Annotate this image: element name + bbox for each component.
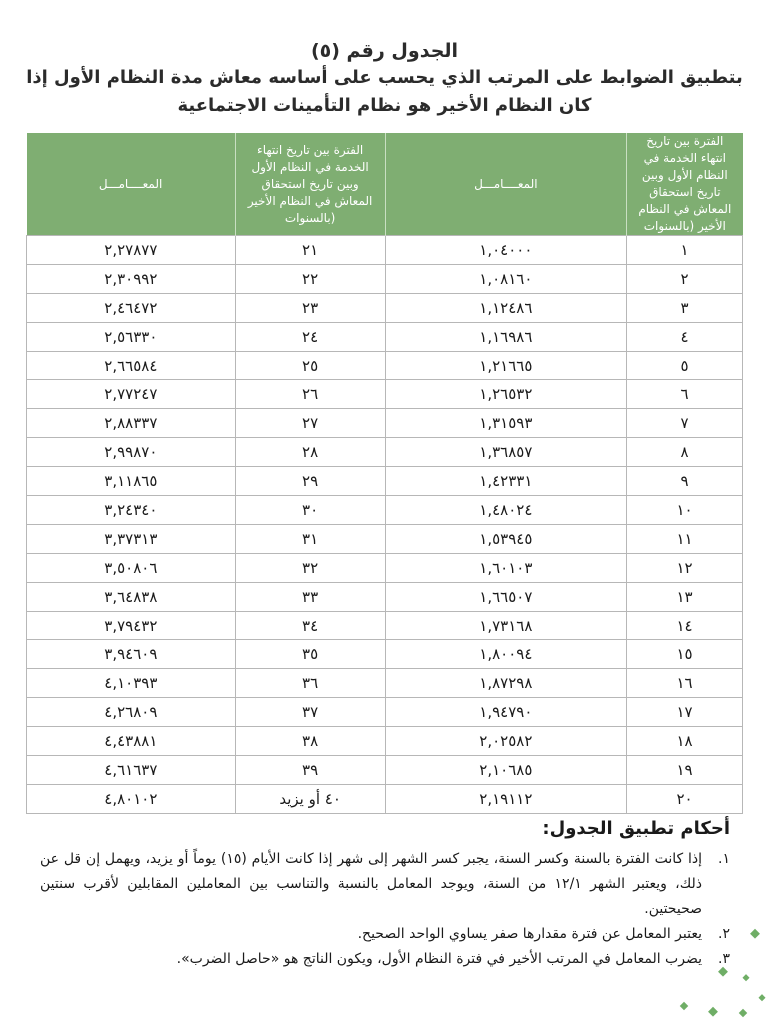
- factor-2-cell: ٢,٢٧٨٧٧: [27, 236, 236, 265]
- table-row: [27, 467, 743, 496]
- factor-2-cell: ٢,٦٦٥٨٤: [27, 351, 236, 380]
- period-2-cell: ٢٢: [235, 264, 385, 293]
- rule-item: [40, 947, 730, 972]
- factor-2-cell: ٣,١١٨٦٥: [27, 467, 236, 496]
- factor-1-cell: ١,٢٦٥٣٢: [385, 380, 627, 409]
- factor-1-cell: ٢,١٩١١٢: [385, 784, 627, 813]
- table-row: [27, 524, 743, 553]
- factor-1-cell: ١,٦٠١٠٣: [385, 553, 627, 582]
- factor-2-cell: ٤,٦١٦٣٧: [27, 756, 236, 785]
- period-1-cell: ٥: [627, 351, 743, 380]
- period-2-cell: ٣٥: [235, 640, 385, 669]
- period-2-cell: ٣٤: [235, 611, 385, 640]
- period-1-cell: ٢٠: [627, 784, 743, 813]
- rule-item: [40, 847, 730, 922]
- factor-1-cell: ١,٠٤٠٠٠: [385, 236, 627, 265]
- period-1-cell: ١٣: [627, 582, 743, 611]
- rule-text: إذا كانت الفترة بالسنة وكسر السنة، يجبر كسر الشهر إلى شهر إذا كانت الأيام (١٥) يوماً أو يزيد، ويهمل إن قل عن ذلك، ويعتبر الشهر ١٢/١ من السنة، ويوجد المعامل بالنسبة والتناسب بين المعاملين المقابلين لأقرب سنتين صحيحتين.: [40, 851, 702, 917]
- table-row: [27, 582, 743, 611]
- factor-2-cell: ٢,٣٠٩٩٢: [27, 264, 236, 293]
- header-period-2: الفترة بين تاريخ انتهاء الخدمة في النظام الأول وبين تاريخ استحقاق المعاش في النظام الأخير (بالسنوات: [235, 133, 385, 236]
- factor-2-cell: ٣,٣٧٣١٣: [27, 524, 236, 553]
- factor-2-cell: ٢,٩٩٨٧٠: [27, 438, 236, 467]
- period-2-cell: ٢٤: [235, 322, 385, 351]
- rule-text: يعتبر المعامل عن فترة مقدارها صفر يساوي الواحد الصحيح.: [357, 926, 702, 942]
- period-1-cell: ١٤: [627, 611, 743, 640]
- factor-1-cell: ١,٧٣١٦٨: [385, 611, 627, 640]
- period-2-cell: ٣٢: [235, 553, 385, 582]
- rules-title: أحكام تطبيق الجدول:: [542, 818, 730, 839]
- period-2-cell: ٢٨: [235, 438, 385, 467]
- period-1-cell: ٦: [627, 380, 743, 409]
- period-2-cell: ٣١: [235, 524, 385, 553]
- factor-2-cell: ٣,٥٠٨٠٦: [27, 553, 236, 582]
- factor-1-cell: ١,٢١٦٦٥: [385, 351, 627, 380]
- period-1-cell: ٩: [627, 467, 743, 496]
- period-2-cell: ٢٩: [235, 467, 385, 496]
- period-1-cell: ١٥: [627, 640, 743, 669]
- rule-number: ٣.: [718, 951, 730, 967]
- table-row: [27, 380, 743, 409]
- period-2-cell: ٣٦: [235, 669, 385, 698]
- header-period-1: الفترة بين تاريخ انتهاء الخدمة في النظام الأول وبين تاريخ استحقاق المعاش في النظام الأخير (بالسنوات: [627, 133, 743, 236]
- factor-1-cell: ١,٦٦٥٠٧: [385, 582, 627, 611]
- period-2-cell: ٣٩: [235, 756, 385, 785]
- period-2-cell: ٣٠: [235, 496, 385, 525]
- table-row: [27, 409, 743, 438]
- table-row: [27, 756, 743, 785]
- deco-dot: [739, 1009, 747, 1017]
- period-2-cell: ٣٣: [235, 582, 385, 611]
- table-row: [27, 698, 743, 727]
- factor-1-cell: ١,٨٠٠٩٤: [385, 640, 627, 669]
- period-1-cell: ١١: [627, 524, 743, 553]
- factor-2-cell: ٢,٤٦٤٧٢: [27, 293, 236, 322]
- table-row: [27, 236, 743, 265]
- period-2-cell: ٣٧: [235, 698, 385, 727]
- table-row: [27, 438, 743, 467]
- table-row: [27, 351, 743, 380]
- rule-number: ٢.: [718, 926, 730, 942]
- header-factor-2: المعــــامـــل: [27, 133, 236, 236]
- period-1-cell: ٨: [627, 438, 743, 467]
- factor-2-cell: ٤,١٠٣٩٣: [27, 669, 236, 698]
- period-1-cell: ١٦: [627, 669, 743, 698]
- table-row: [27, 669, 743, 698]
- rules-section: [40, 818, 730, 972]
- header-factor-1: المعــــامـــل: [385, 133, 627, 236]
- deco-dot: [708, 1007, 718, 1017]
- factor-1-cell: ١,٣٦٨٥٧: [385, 438, 627, 467]
- table-row: [27, 727, 743, 756]
- period-2-cell: ٣٨: [235, 727, 385, 756]
- period-1-cell: ١٢: [627, 553, 743, 582]
- factor-1-cell: ٢,١٠٦٨٥: [385, 756, 627, 785]
- period-1-cell: ٤: [627, 322, 743, 351]
- factor-1-cell: ١,٥٣٩٤٥: [385, 524, 627, 553]
- factor-2-cell: ٤,٨٠١٠٢: [27, 784, 236, 813]
- table-row: [27, 264, 743, 293]
- factor-2-cell: ٢,٨٨٣٣٧: [27, 409, 236, 438]
- table-row: [27, 553, 743, 582]
- table-title-line-1: بتطبيق الضوابط على المرتب الذي يحسب على أساسه معاش مدة النظام الأول إذا: [26, 67, 743, 88]
- period-2-cell: ٤٠ أو يزيد: [235, 784, 385, 813]
- period-1-cell: ٧: [627, 409, 743, 438]
- table-row: [27, 496, 743, 525]
- factor-1-cell: ١,٩٤٧٩٠: [385, 698, 627, 727]
- deco-dot: [742, 974, 749, 981]
- coefficients-table: [26, 133, 743, 814]
- period-1-cell: ١٠: [627, 496, 743, 525]
- rule-number: ١.: [718, 851, 730, 867]
- period-2-cell: ٢٧: [235, 409, 385, 438]
- factor-1-cell: ١,٣١٥٩٣: [385, 409, 627, 438]
- factor-2-cell: ٢,٥٦٣٣٠: [27, 322, 236, 351]
- deco-dot: [750, 929, 760, 939]
- table-row: [27, 322, 743, 351]
- period-2-cell: ٢١: [235, 236, 385, 265]
- factor-1-cell: ١,٨٧٢٩٨: [385, 669, 627, 698]
- rule-text: يضرب المعامل في المرتب الأخير في فترة النظام الأول، ويكون الناتج هو «حاصل الضرب».: [176, 951, 702, 967]
- factor-2-cell: ٤,٢٦٨٠٩: [27, 698, 236, 727]
- period-1-cell: ١٨: [627, 727, 743, 756]
- period-1-cell: ٣: [627, 293, 743, 322]
- table-header-row: [27, 133, 743, 236]
- period-1-cell: ١٩: [627, 756, 743, 785]
- period-1-cell: ٢: [627, 264, 743, 293]
- factor-1-cell: ١,١٢٤٨٦: [385, 293, 627, 322]
- factor-2-cell: ٤,٤٣٨٨١: [27, 727, 236, 756]
- period-2-cell: ٢٥: [235, 351, 385, 380]
- factor-2-cell: ٣,٦٤٨٣٨: [27, 582, 236, 611]
- factor-2-cell: ٣,٩٤٦٠٩: [27, 640, 236, 669]
- deco-dot: [680, 1002, 688, 1010]
- table-row: [27, 640, 743, 669]
- factor-2-cell: ٢,٧٧٢٤٧: [27, 380, 236, 409]
- table-row: [27, 611, 743, 640]
- table-row: [27, 293, 743, 322]
- table-title-line-2: كان النظام الأخير هو نظام التأمينات الاجتماعية: [177, 95, 592, 116]
- factor-1-cell: ١,١٦٩٨٦: [385, 322, 627, 351]
- deco-dot: [758, 994, 765, 1001]
- table-row: [27, 784, 743, 813]
- period-2-cell: ٢٣: [235, 293, 385, 322]
- rule-item: [40, 922, 730, 947]
- table-number-title: الجدول رقم (٥): [310, 40, 459, 62]
- period-1-cell: ١٧: [627, 698, 743, 727]
- factor-2-cell: ٣,٢٤٣٤٠: [27, 496, 236, 525]
- period-1-cell: ١: [627, 236, 743, 265]
- period-2-cell: ٢٦: [235, 380, 385, 409]
- factor-2-cell: ٣,٧٩٤٣٢: [27, 611, 236, 640]
- factor-1-cell: ١,٤٨٠٢٤: [385, 496, 627, 525]
- factor-1-cell: ١,٠٨١٦٠: [385, 264, 627, 293]
- factor-1-cell: ١,٤٢٣٣١: [385, 467, 627, 496]
- factor-1-cell: ٢,٠٢٥٨٢: [385, 727, 627, 756]
